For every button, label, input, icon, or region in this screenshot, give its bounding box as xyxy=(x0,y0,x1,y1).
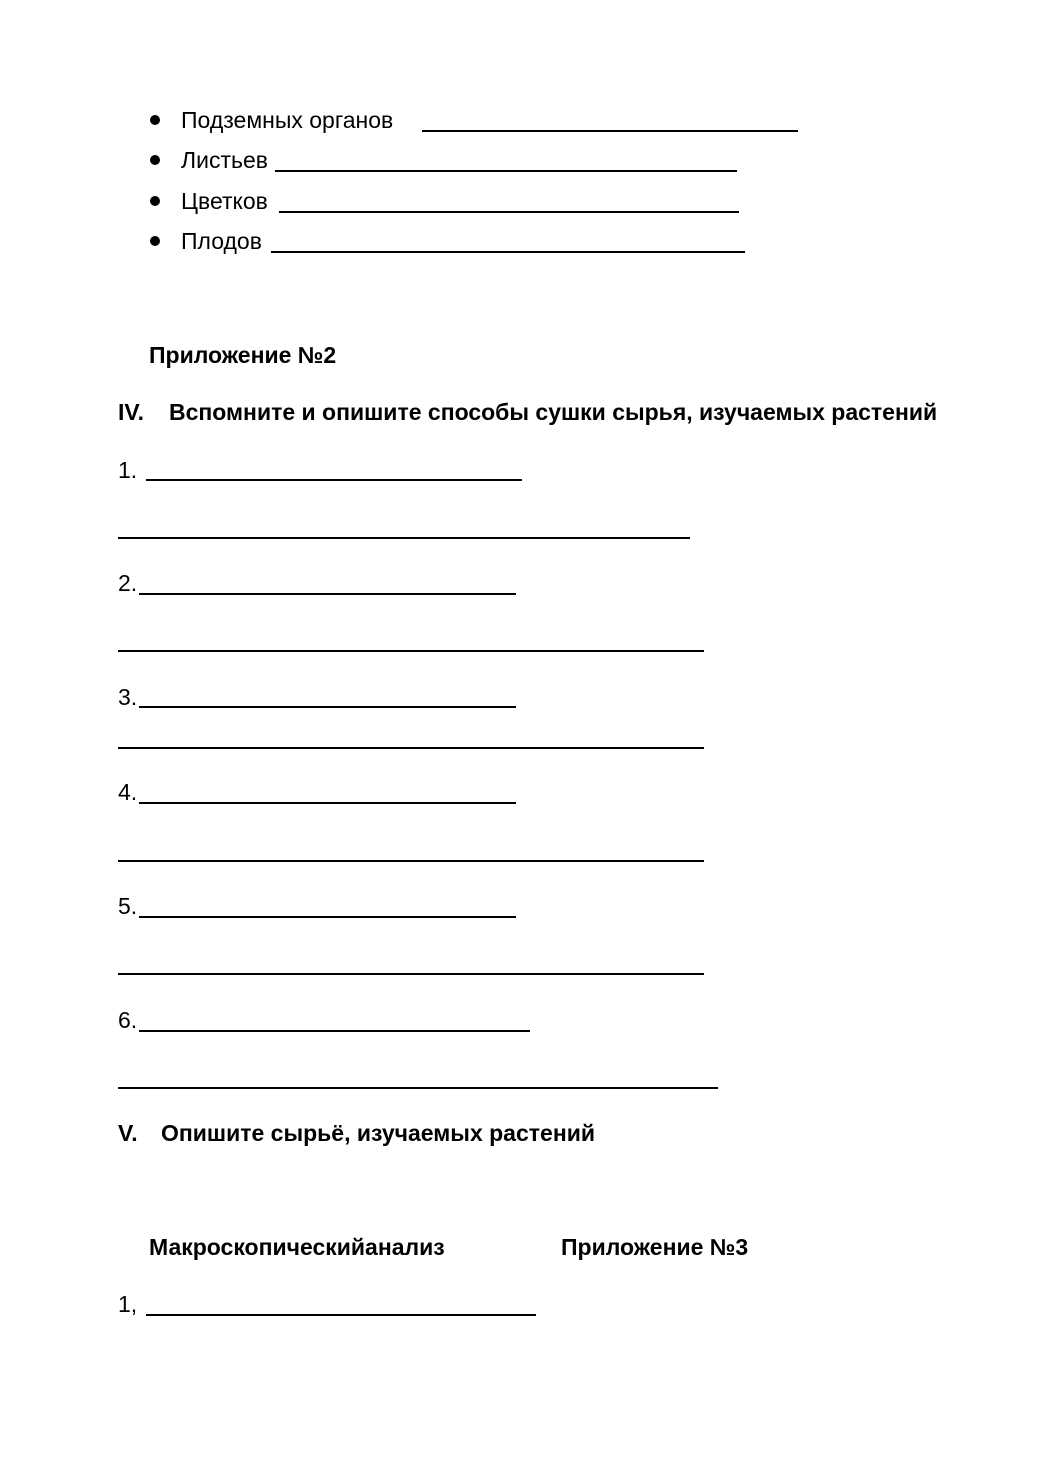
appendix-3-heading: Приложение №3 xyxy=(561,1234,749,1260)
answer-line[interactable] xyxy=(271,251,745,253)
bullet-item-label: Листьев xyxy=(181,147,268,173)
answer-line[interactable] xyxy=(118,973,704,975)
bullet-item-label: Плодов xyxy=(181,228,262,254)
item-number: 6. xyxy=(118,1007,138,1033)
bullet-dot xyxy=(150,115,160,125)
answer-line[interactable] xyxy=(422,130,798,132)
answer-line[interactable] xyxy=(118,1087,718,1089)
answer-line[interactable] xyxy=(139,593,516,595)
answer-line[interactable] xyxy=(275,170,737,172)
item-number: 3. xyxy=(118,684,138,710)
section-5-title: Опишите сырьё, изучаемых растений xyxy=(161,1120,595,1146)
bullet-item-label: Подземных органов xyxy=(181,107,394,133)
item-number: 2. xyxy=(118,570,138,596)
macro-analysis-heading: Макроскопическийанализ xyxy=(149,1234,445,1260)
answer-line[interactable] xyxy=(139,706,516,708)
item-number: 1. xyxy=(118,457,138,483)
answer-line[interactable] xyxy=(139,1030,530,1032)
bullet-item-label: Цветков xyxy=(181,188,268,214)
bullet-dot xyxy=(150,196,160,206)
bullet-dot xyxy=(150,155,160,165)
answer-line[interactable] xyxy=(118,537,690,539)
answer-line[interactable] xyxy=(279,211,739,213)
answer-line[interactable] xyxy=(139,916,516,918)
answer-line[interactable] xyxy=(146,1314,536,1316)
bullet-dot xyxy=(150,236,160,246)
answer-line[interactable] xyxy=(139,802,516,804)
item-number: 4. xyxy=(118,779,138,805)
answer-line[interactable] xyxy=(146,479,522,481)
section-4-title: Вспомните и опишите способы сушки сырья, изучаемых растений xyxy=(169,399,938,425)
item-number: 1, xyxy=(118,1291,138,1317)
item-number: 5. xyxy=(118,893,138,919)
appendix-2-heading: Приложение №2 xyxy=(149,342,337,368)
answer-line[interactable] xyxy=(118,650,704,652)
answer-line[interactable] xyxy=(118,860,704,862)
section-4-numeral: IV. xyxy=(118,399,145,425)
section-5-numeral: V. xyxy=(118,1120,138,1146)
answer-line[interactable] xyxy=(118,747,704,749)
